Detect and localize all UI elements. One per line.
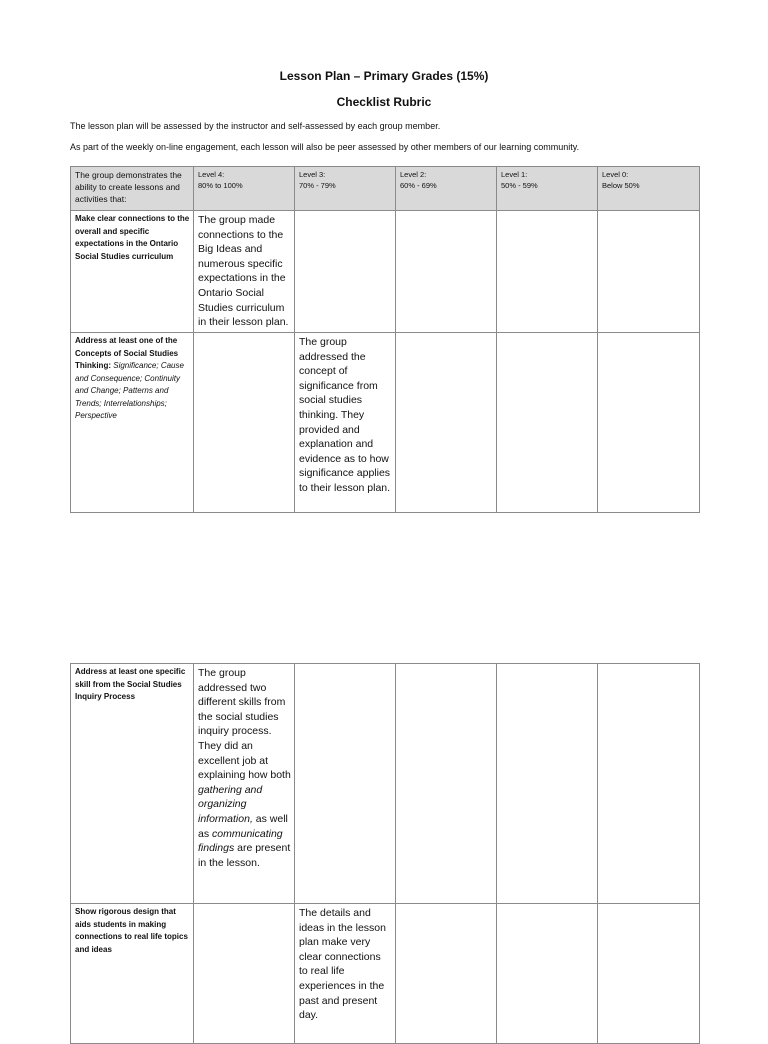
criterion-cell: Make clear connections to the overall and specific expectations in the Ontario Social Studies curriculum [71, 211, 194, 333]
empty-cell [396, 333, 497, 513]
rubric-row-real-life [71, 904, 700, 1044]
document-subtitle: Checklist Rubric [336, 95, 432, 109]
level-4-header: Level 4: 80% to 100% [194, 167, 295, 211]
rubric-table-page-1 [70, 166, 700, 513]
empty-cell [497, 333, 598, 513]
empty-cell [396, 211, 497, 333]
empty-cell [598, 664, 700, 904]
rubric-header-row [71, 167, 700, 211]
criterion-cell: Show rigorous design that aids students in making connections to real life topics and ideas [71, 904, 194, 1044]
document-title: Lesson Plan – Primary Grades (15%) [279, 69, 489, 83]
rubric-row-inquiry [71, 664, 700, 904]
intro-paragraph-1: The lesson plan will be assessed by the instructor and self-assessed by each group member. [70, 121, 441, 131]
empty-cell [295, 211, 396, 333]
criterion-cell: Address at least one specific skill from the Social Studies Inquiry Process [71, 664, 194, 904]
level-0-header: Level 0: Below 50% [598, 167, 700, 211]
empty-cell [598, 904, 700, 1044]
criterion-cell: Address at least one of the Concepts of Social Studies Thinking: Significance; Cause and Consequence; Continuity and Change; Patterns and Trends; Interrelationships; Perspective [71, 333, 194, 513]
empty-cell [598, 333, 700, 513]
concepts-list: Significance; Cause and Consequence; Continuity and Change; Patterns and Trends; Interrelationships; Perspective [75, 361, 184, 420]
intro-paragraph-2: As part of the weekly on-line engagement, each lesson will also be peer assessed by other members of our learning community. [70, 142, 580, 152]
empty-cell [497, 664, 598, 904]
empty-cell [497, 904, 598, 1044]
empty-cell [194, 904, 295, 1044]
level-2-header: Level 2: 60% - 69% [396, 167, 497, 211]
criterion-header: The group demonstrates the ability to create lessons and activities that: [71, 167, 194, 211]
rubric-row-curriculum [71, 211, 700, 333]
empty-cell [396, 904, 497, 1044]
empty-cell [396, 664, 497, 904]
level-4-description: The group addressed two different skills from the social studies inquiry process. They did an excellent job at explaining how both gathering and organizing information, as well as communicating findings are present in the lesson. [194, 664, 295, 904]
level-1-header: Level 1: 50% - 59% [497, 167, 598, 211]
empty-cell [295, 664, 396, 904]
empty-cell [497, 211, 598, 333]
empty-cell [194, 333, 295, 513]
level-3-header: Level 3: 70% - 79% [295, 167, 396, 211]
level-3-description: The details and ideas in the lesson plan make very clear connections to real life experiences in the past and present day. [295, 904, 396, 1044]
rubric-table-page-2 [70, 663, 700, 1044]
empty-cell [598, 211, 700, 333]
rubric-row-concepts [71, 333, 700, 513]
level-4-description: The group made connections to the Big Ideas and numerous specific expectations in the Ontario Social Studies curriculum in their lesson plan. [194, 211, 295, 333]
level-3-description: The group addressed the concept of significance from social studies thinking. They provided and explanation and evidence as to how significance applies to their lesson plan. [295, 333, 396, 513]
